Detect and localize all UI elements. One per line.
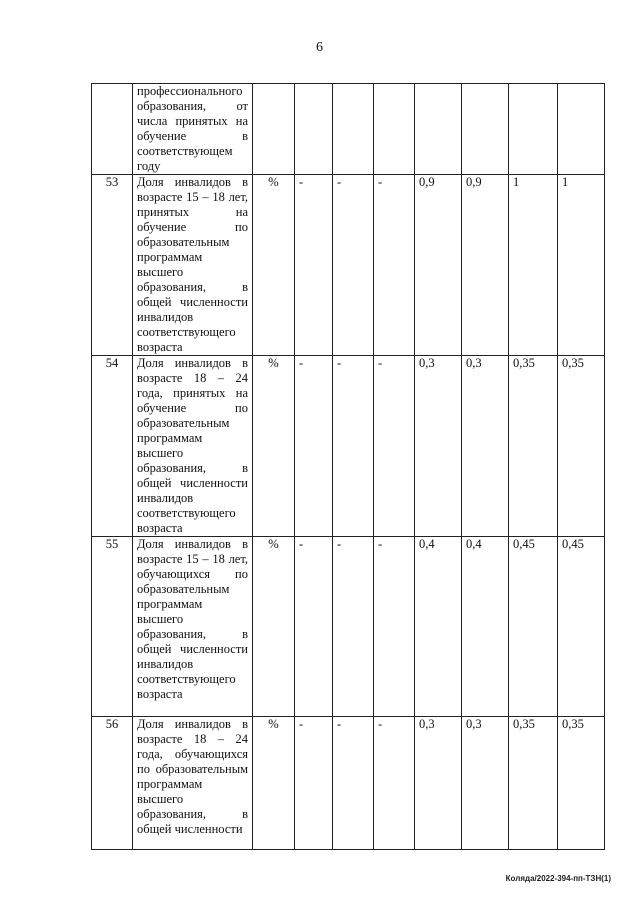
value-cell: 0,3 xyxy=(462,717,509,850)
indicator-name: Доля инвалидов в возрасте 18 – 24 года, обучающихся по образовательным программам высшего образования, в общей численности xyxy=(133,717,253,850)
value-cell: 0,35 xyxy=(558,717,605,850)
table-row xyxy=(92,356,605,537)
document-reference: Коляда/2022-394-пп-ТЗН(1) xyxy=(505,874,611,883)
value-cell xyxy=(415,84,462,175)
value-cell: 0,9 xyxy=(415,175,462,356)
value-cell: - xyxy=(374,537,415,717)
table-row xyxy=(92,717,605,850)
indicator-name: Доля инвалидов в возрасте 18 – 24 года, принятых на обучение по образовательным программам высшего образования, в общей численности инвалидов соответствующего возраста xyxy=(133,356,253,537)
value-cell xyxy=(374,84,415,175)
value-cell: 0,35 xyxy=(558,356,605,537)
value-cell: - xyxy=(374,717,415,850)
unit-cell: % xyxy=(253,175,295,356)
value-cell: - xyxy=(295,537,333,717)
indicator-name: Доля инвалидов в возрасте 15 – 18 лет, принятых на обучение по образовательным программам высшего образования, в общей численности инвалидов соответствующего возраста xyxy=(133,175,253,356)
value-cell xyxy=(509,84,558,175)
value-cell: - xyxy=(333,175,374,356)
value-cell: - xyxy=(295,175,333,356)
value-cell: 0,35 xyxy=(509,717,558,850)
value-cell: 0,3 xyxy=(415,717,462,850)
value-cell: - xyxy=(333,537,374,717)
value-cell: - xyxy=(374,356,415,537)
unit-cell: % xyxy=(253,537,295,717)
table-row xyxy=(92,84,605,175)
value-cell xyxy=(295,84,333,175)
table-row xyxy=(92,537,605,717)
indicators-table xyxy=(91,83,605,850)
value-cell: - xyxy=(295,356,333,537)
value-cell: - xyxy=(295,717,333,850)
indicator-name: профессионального образования, от числа принятых на обучение в соответствующем году xyxy=(133,84,253,175)
unit-cell xyxy=(253,84,295,175)
value-cell: 0,45 xyxy=(558,537,605,717)
value-cell: 1 xyxy=(558,175,605,356)
value-cell: 1 xyxy=(509,175,558,356)
indicator-name: Доля инвалидов в возрасте 15 – 18 лет, обучающихся по образовательным программам высшего образования, в общей численности инвалидов соответствующего возраста xyxy=(133,537,253,717)
value-cell: 0,35 xyxy=(509,356,558,537)
value-cell xyxy=(558,84,605,175)
value-cell xyxy=(462,84,509,175)
value-cell: - xyxy=(333,356,374,537)
value-cell: 0,3 xyxy=(415,356,462,537)
row-number: 56 xyxy=(92,717,133,850)
value-cell: 0,4 xyxy=(415,537,462,717)
unit-cell: % xyxy=(253,356,295,537)
value-cell: 0,45 xyxy=(509,537,558,717)
value-cell: 0,9 xyxy=(462,175,509,356)
value-cell: 0,4 xyxy=(462,537,509,717)
table-row xyxy=(92,175,605,356)
row-number: 54 xyxy=(92,356,133,537)
row-number xyxy=(92,84,133,175)
value-cell: - xyxy=(374,175,415,356)
page-number: 6 xyxy=(316,40,323,55)
value-cell: - xyxy=(333,717,374,850)
value-cell xyxy=(333,84,374,175)
row-number: 53 xyxy=(92,175,133,356)
row-number: 55 xyxy=(92,537,133,717)
value-cell: 0,3 xyxy=(462,356,509,537)
unit-cell: % xyxy=(253,717,295,850)
